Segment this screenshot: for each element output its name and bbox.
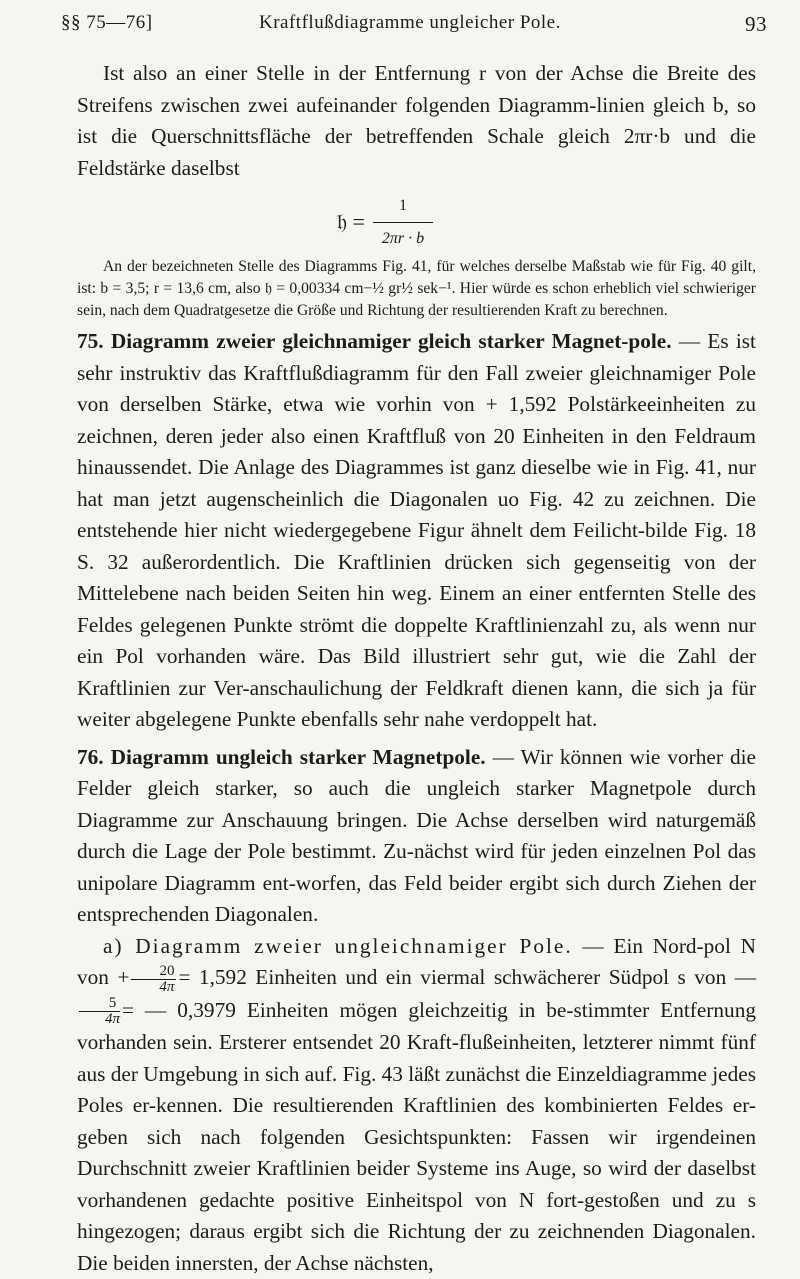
paragraph-a-text-2: = 1,592 Einheiten und ein viermal schwächerer Südpol s von — (178, 965, 756, 989)
paragraph-a-text-1: — Ein Nord-pol N von + (77, 934, 756, 990)
paragraph-a-label: a) Diagramm zweier ungleichnamiger Pole. (103, 934, 573, 958)
body-text (77, 58, 756, 1279)
formula-numerator: 1 (373, 190, 433, 223)
paragraph-a-text-3: = — 0,3979 Einheiten mögen gleichzeitig in be-stimmter Entfernung vorhanden sein. Ersterer entsendet 20 Kraft-flußeinheiten, letzterer nimmt fünf aus der Umgebung in sich auf. Fig. 43 läßt zunächst die Einzeldiagramme jedes Poles er-kennen. Die resultierenden Kraftlinien des kombinierten Feldes er-geben sich nach folgenden Gesichtspunkten: Fassen wir irgendeinen Durchschnitt zweier Kraftlinien beider Systeme ins Auge, so wird der daselbst vorhandenen gedachte positive Einheitspol von N fort-gestoßen und zu s hingezogen; daraus ergibt sich die Richtung der zu zeichnenden Diagonalen. Die beiden innersten, der Achse nächsten, (77, 998, 756, 1275)
paragraph-a (77, 931, 756, 1279)
formula-denominator: 2πr · b (373, 223, 433, 255)
small-print-note: An der bezeichneten Stelle des Diagramms Fig. 41, für welches derselbe Maßstab wie für Fig. 40 gilt, ist: b = 3,5; r = 13,6 cm, also 𝔥 = 0,00334 cm−½ gr½ sek−¹. Hier würde es schon erheblich viel schwieriger sein, nach dem Quadratgesetze die Größe und Richtung der resultierenden Kraft zu berechnen. (77, 256, 756, 322)
section-range: §§ 75—76] (61, 12, 153, 34)
page-number: 93 (745, 12, 767, 37)
formula-lhs: 𝔥 = (337, 206, 365, 238)
fraction-1-numerator: 20 (131, 964, 176, 980)
page-header (61, 6, 767, 40)
fraction-2-denominator: 4π (79, 1012, 120, 1027)
section-75-body: — Es ist sehr instruktiv das Kraftflußdiagramm für den Fall zweier gleichnamiger Pole von derselben Stärke, etwa wie vorhin von + 1,592 Polstärkeeinheiten zu zeichnen, deren jeder also einen Kraftfluß von 20 Einheiten in den Feldraum hinaussendet. Die Anlage des Diagrammes ist ganz dieselbe wie in Fig. 41, nur hat man jetzt augenscheinlich die Diagonalen uo Fig. 42 zu zeichnen. Die entstehende hier nicht wiedergegebene Figur ähnelt dem Feilicht-bilde Fig. 18 S. 32 außerordentlich. Die Kraftlinien drücken sich gegenseitig von der Mittelebene nach beiden Seiten hin weg. Einem an einer entfernten Stelle des Feldes gelegenen Punkte strömt die doppelte Kraftlinienzahl zu, als wenn nur ein Pol vorhanden wäre. Das Bild illustriert sehr gut, wie die Zahl der Kraftlinien zur Ver-anschaulichung der Feldkraft dienen kann, die sich ja für weiter abgelegene Punkte ebenfalls sehr nahe verdoppelt hat. (77, 329, 756, 731)
paragraph-1: Ist also an einer Stelle in der Entfernung r von der Achse die Breite des Streifens zwischen zwei aufeinander folgenden Diagramm-linien gleich b, so ist die Querschnittsfläche der betreffenden Schale gleich 2πr·b und die Feldstärke daselbst (77, 58, 756, 184)
section-76-heading: 76. Diagramm ungleich starker Magnetpole. (77, 745, 486, 769)
fraction-2-numerator: 5 (79, 996, 120, 1012)
section-75-heading: 75. Diagramm zweier gleichnamiger gleich starker Magnet-pole. (77, 329, 672, 353)
fraction-1-denominator: 4π (131, 980, 176, 995)
inline-fraction-1 (131, 964, 176, 995)
field-strength-formula (77, 186, 756, 252)
running-title: Kraftflußdiagramme ungleicher Pole. (259, 12, 561, 34)
section-76-body: — Wir können wie vorher die Felder gleich starker, so auch die ungleich starker Magnetpole durch Diagramme zur Anschauung bringen. Die Achse derselben wird naturgemäß durch die Lage der Pole bestimmt. Zu-nächst wird für jeden einzelnen Pol das unipolare Diagramm ent-worfen, das Feld beider ergibt sich durch Ziehen der entsprechenden Diagonalen. (77, 745, 756, 927)
inline-fraction-2 (79, 996, 120, 1027)
formula-fraction (373, 190, 433, 254)
